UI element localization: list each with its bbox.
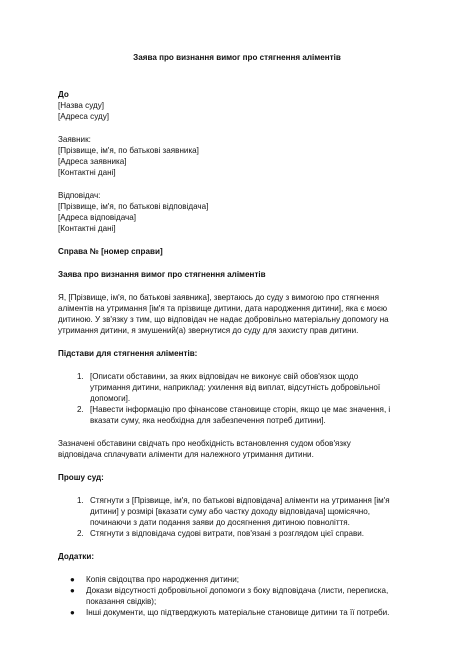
- respondent-address: [Адреса відповідача]: [58, 213, 136, 222]
- applicant-label: Заявник:: [58, 135, 91, 144]
- attachments-heading: Додатки:: [58, 552, 95, 561]
- court-label: До: [58, 90, 69, 99]
- intro-line: дитиною. У зв'язку з тим, що відповідач не надає добровільно матеріальну допомогу на: [58, 315, 389, 324]
- list-item-line: утримання дитини, наприклад: ухилення від виплат, відсутність добровільної: [90, 383, 381, 392]
- list-item-line: 1. [Описати обставини, за яких відповідач не виконує свій обов'язок щодо: [90, 372, 359, 381]
- intro-line: утримання дитини, я змушений(а) звернутися до суду для захисту прав дитини.: [58, 326, 359, 335]
- list-item: [86, 404, 416, 426]
- court-block: [58, 89, 416, 122]
- attachments-list: [58, 574, 416, 618]
- conclusion-line: Зазначені обставини свідчать про необхідність встановлення судом обов'язку: [58, 439, 351, 448]
- intro-line: Я, [Прізвище, ім'я, по батькові заявника], звертаюсь до суду з вимогою про стягнення: [58, 293, 379, 302]
- court-address: [Адреса суду]: [58, 112, 110, 121]
- list-item-line: 2. [Навести інформацію про фінансове становище сторін, якщо це має значення, і: [90, 405, 391, 414]
- document-subtitle: Заява про визнання вимог про стягнення аліментів: [58, 270, 266, 279]
- bullet-icon: ●: [70, 608, 75, 617]
- list-item-line: починаючи з дати подання заяви до досягнення дитиною повноліття.: [90, 518, 350, 527]
- case-number: Справа № [номер справи]: [58, 247, 163, 256]
- respondent-contacts: [Контактні дані]: [58, 224, 116, 233]
- bullet-icon: ●: [70, 586, 75, 595]
- list-item: [86, 528, 416, 539]
- list-item-line: Докази відсутності добровільної допомоги з боку відповідача (листи, переписка,: [86, 586, 389, 595]
- list-item: [86, 371, 416, 404]
- grounds-heading: Підстави для стягнення аліментів:: [58, 349, 198, 358]
- respondent-name: [Прізвище, ім'я, по батькові відповідача]: [58, 202, 209, 211]
- applicant-name: [Прізвище, ім'я, по батькові заявника]: [58, 146, 199, 155]
- grounds-list: [58, 371, 416, 426]
- list-item: [70, 574, 416, 585]
- conclusion-line: відповідача сплачувати аліменти для належного утримання дитини.: [58, 450, 314, 459]
- list-item-line: Інші документи, що підтверджують матеріальне становище дитини та її потреби.: [86, 608, 390, 617]
- respondent-block: [58, 190, 416, 234]
- list-item-line: дитини] у розмірі [вказати суму або частку доходу відповідача] щомісячно,: [90, 507, 371, 516]
- list-item-line: 1. Стягнути з [Прізвище, ім'я, по батькові відповідача] аліменти на утримання [ім'я: [90, 496, 390, 505]
- list-item-line: допомоги].: [90, 394, 131, 403]
- list-item-line: показання свідків);: [86, 597, 157, 606]
- bullet-icon: ●: [70, 575, 75, 584]
- list-item-line: 2. Стягнути з відповідача судові витрати, пов'язані з розглядом цієї справи.: [90, 529, 365, 538]
- list-item: [70, 607, 416, 618]
- intro-line: аліментів на утримання [ім'я та прізвище дитини, дата народження дитини], яка є моєю: [58, 304, 388, 313]
- applicant-address: [Адреса заявника]: [58, 157, 127, 166]
- applicant-contacts: [Контактні дані]: [58, 168, 116, 177]
- respondent-label: Відповідач:: [58, 191, 101, 200]
- list-item-line: Копія свідоцтва про народження дитини;: [86, 575, 240, 584]
- document-title: Заява про визнання вимог про стягнення аліментів: [133, 53, 341, 62]
- conclusion-paragraph: [58, 438, 416, 460]
- list-item: [70, 585, 416, 607]
- requests-heading: Прошу суд:: [58, 473, 104, 482]
- requests-list: [58, 495, 416, 539]
- list-item-line: вказати суму, яка необхідна для забезпечення потреб дитини].: [90, 416, 326, 425]
- intro-paragraph: [58, 292, 416, 336]
- court-name: [Назва суду]: [58, 101, 105, 110]
- list-item: [86, 495, 416, 528]
- applicant-block: [58, 134, 416, 178]
